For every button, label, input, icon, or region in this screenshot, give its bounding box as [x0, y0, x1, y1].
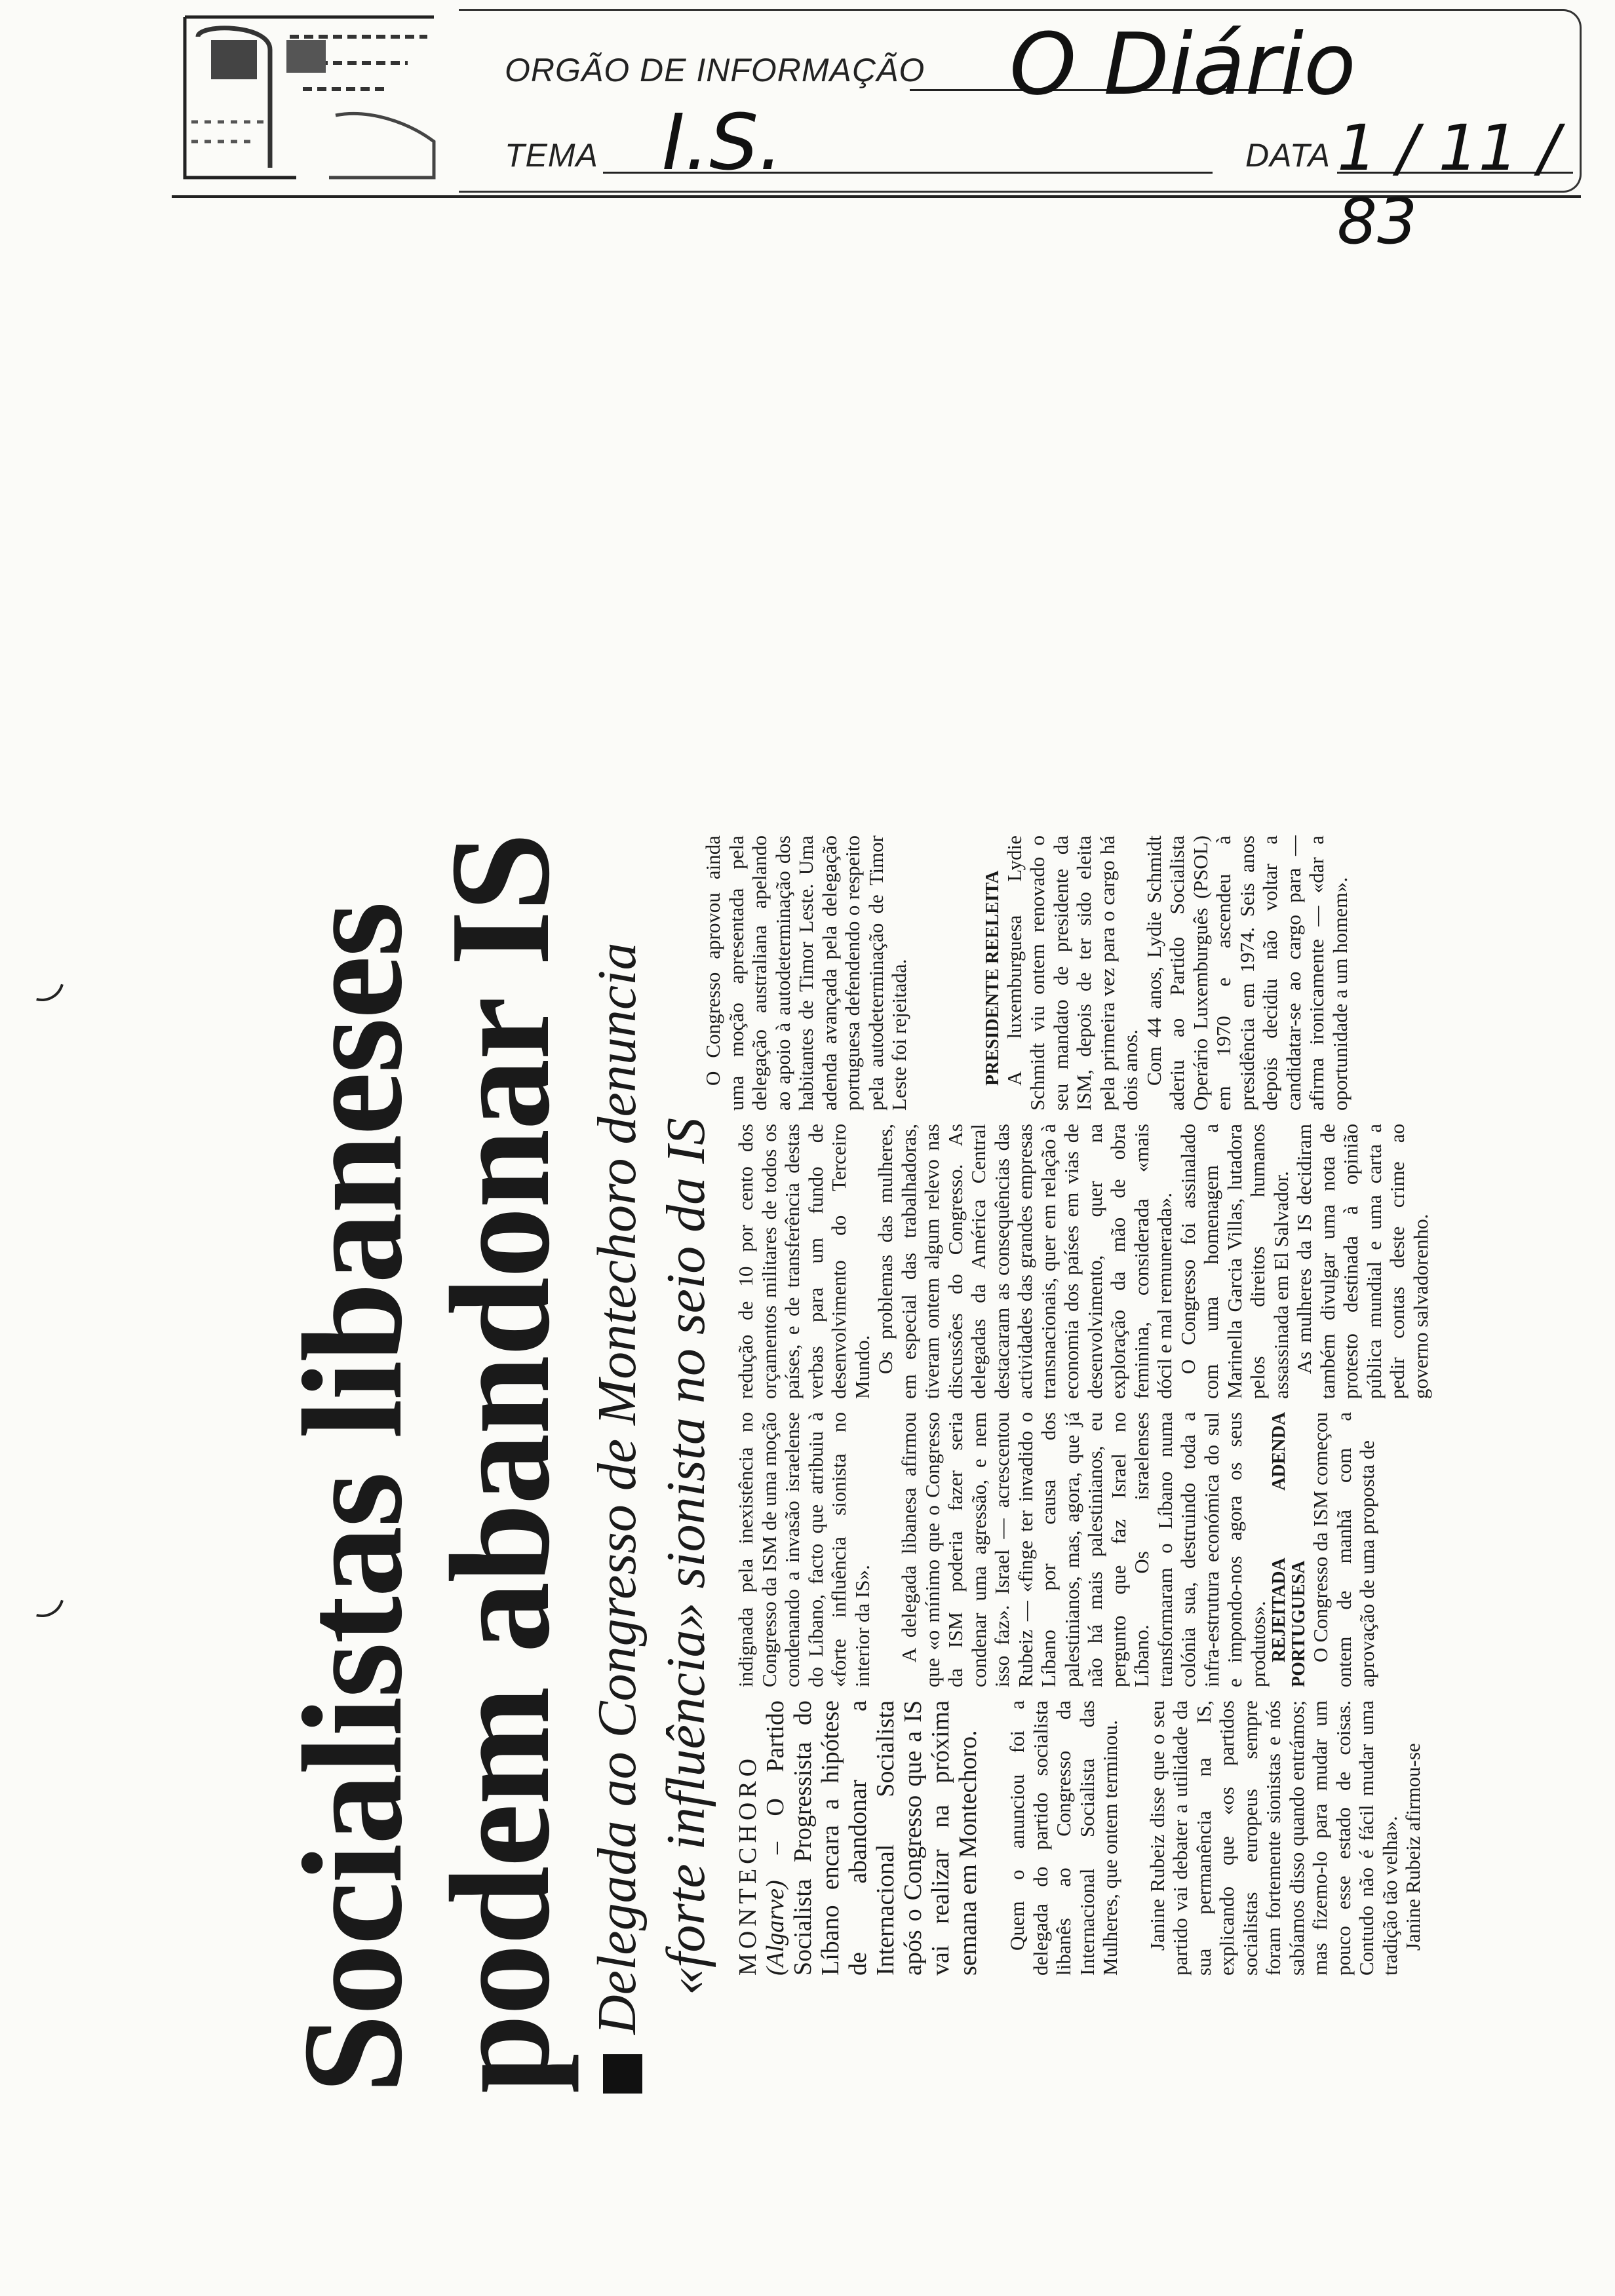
data-value: 1 / 11 / 83 [1337, 111, 1560, 258]
subhead-line-1 [587, 337, 648, 2094]
paragraph: indignada pela inexistência no Congresso da ISM de uma moção condenando a invasão israelense do Líbano, facto que atribuiu à «forte influência sionista no interior da IS». [734, 1412, 874, 1687]
tema-value: I.S. [662, 97, 783, 187]
paragraph: Com 44 anos, Lydie Schmidt aderiu ao Partido Socialista Operário Luxemburguês (PSOL) em 1970 e ascendeu à presidência em 1974. Seis anos depois decidiu não voltar a candidatar-se ao cargo para — afirma ironicamente — «dar a oportunidade a um homem». [1142, 835, 1352, 1111]
paragraph: O Congresso foi assinalado com uma homenagem a Marinella Garcia Villas, lutadora pelos direitos humanos assassinada em El Salvador. [1176, 1124, 1293, 1399]
article-column-4 [701, 835, 1352, 1111]
data-label: DATA [1245, 137, 1331, 174]
orgao-value: O Diário [1009, 14, 1356, 114]
paragraph: Janine Rubeiz afirmou-se [1401, 1743, 1424, 1951]
orgao-label: ORGÃO DE INFORMAÇÃO [505, 52, 925, 88]
subhead-line-2: «forte influência» sionista no seio da IS [655, 1117, 716, 1995]
headline-line-1: Socialistas libaneses [274, 902, 432, 2094]
scan-mark [12, 1565, 73, 1626]
square-bullet-icon [603, 2054, 642, 2094]
paragraph: A delegada libanesa afirmou que «o mínimo que o Congresso da ISM poderia fazer seria condenar uma agressão, e nem isso faz». Israel — acrescentou Rubeiz — «finge ter invadido o Líbano por causa dos palestinianos, mas, agora, que já não há mais palestinianos, eu pergunto que faz Israel no Líbano. Os israelenses transformaram o Líbano numa colónia sua, destruindo toda a infra-estrutura económica do sul e impondo-nos agora os seus produtos». [897, 1412, 1270, 1687]
paragraph: A luxemburguesa Lydie Schmidt viu ontem renovado o seu mandato de presidente da ISM, depois de ter sido eleita pela primeira vez para o cargo há dois anos. [1002, 835, 1142, 1111]
paragraph: As mulheres da IS decidiram também divulgar uma nota de protesto destinada à opinião pública mundial e uma carta a pedir contas deste crime ao governo salvadorenho. [1293, 1124, 1432, 1399]
headline-line-2 [421, 337, 579, 2094]
crosshead: PRESIDENTE REELEITA [982, 870, 1003, 1086]
paragraph: Quem o anunciou foi a delegada do partido socialista libanês ao Congresso da Internacional Socialista das Mulheres, que ontem terminou. [1005, 1700, 1121, 1976]
article-column-1 [734, 1700, 1425, 1976]
dateline-paragraph [734, 1700, 982, 1976]
paragraph: Janine Rubeiz disse que o seu partido vai debater a utilidade da sua permanência na IS, explicando que «os partidos socialistas europeus sempre foram fortemente sionistas e nós sabíamos disso quando entrámos; mas fizemo-lo para mudar um pouco esse estado de coisas. Contudo não é fácil mudar uma tradição tão velha». [1145, 1700, 1401, 1976]
headline-line-2-text: podem abandonar IS [421, 833, 579, 2094]
dateline-place: (Algarve) [762, 1880, 789, 1976]
article-column-3 [734, 1124, 1432, 1399]
paragraph: O Congresso da ISM começou ontem de manhã com a aprovação de uma proposta de [1309, 1412, 1378, 1687]
newspaper-clipping [274, 337, 1432, 2094]
scan-mark [12, 949, 73, 1010]
crosshead: REJEITADA ADENDA PORTUGUESA [1269, 1412, 1309, 1687]
dateline: MONTECHORO [734, 1753, 762, 1976]
article-column-2 [734, 1412, 1379, 1687]
lead-paragraph: – O Partido Socialista Progressista do Líbano encara a hipótese de abandonar a Internacional Socialista após o Congresso que a IS vai realizar na próxima semana em Montechoro. [762, 1700, 982, 1976]
paragraph: redução de 10 por cento dos orçamentos militares de todos os países, e de transferência destas verbas para um fundo de desenvolvimento do Terceiro Mundo. [734, 1124, 874, 1399]
tema-label: TEMA [505, 137, 598, 174]
subhead-line-1-text: Delegada ao Congresso de Montechoro denuncia [587, 942, 648, 2035]
paragraph: O Congresso aprovou ainda uma moção apresentada pela delegação australiana apelando ao apoio à autodeterminação dos habitantes de Timor Leste. Uma adenda avançada pela delegação portuguesa defendendo o respeito pela autodeterminação de Timor Leste foi rejeitada. [701, 835, 910, 1111]
archive-logo [172, 10, 447, 187]
paragraph: Os problemas das mulheres, em especial das trabalhadoras, tiveram ontem algum relevo nas discussões do Congresso. As delegadas da América Central destacaram as consequências das actividades das grandes empresas transnacionais, quer em relação à economia dos países em vias de desenvolvimento, quer na exploração da mão de obra feminina, considerada «mais dócil e mal remunerada». [874, 1124, 1176, 1399]
